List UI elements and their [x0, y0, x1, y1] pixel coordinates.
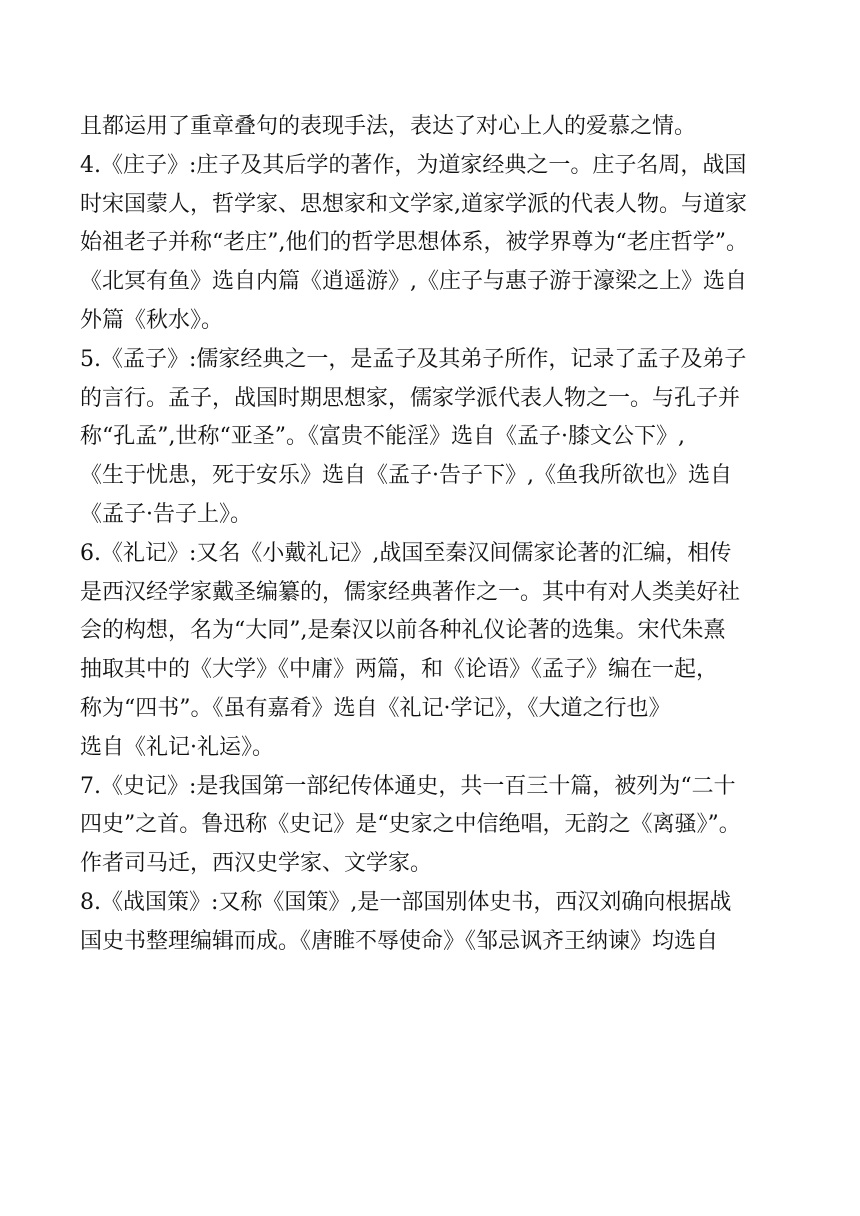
text-line: 8.《战国策》:又称《国策》,是一部国别体史书，西汉刘确向根据战 — [80, 889, 732, 915]
text-line: 《生于忧患，死于安乐》选自《孟子·告子下》,《鱼我所欲也》选自 — [80, 463, 732, 489]
text-line: 《北冥有鱼》选自内篇《逍遥游》,《庄子与惠子游于濠梁之上》选自 — [80, 269, 747, 295]
text-line: 时宋国蒙人，哲学家、思想家和文学家,道家学派的代表人物。与道家 — [80, 191, 747, 217]
text-line: 四史”之首。鲁迅称《史记》是“史家之中信绝唱，无韵之《离骚》”。 — [80, 812, 741, 838]
text-line: 的言行。孟子，战国时期思想家，儒家学派代表人物之一。与孔子并 — [80, 385, 741, 411]
document-page — [80, 108, 786, 962]
text-line: 抽取其中的《大学》《中庸》两篇，和《论语》《孟子》编在一起， — [80, 657, 719, 683]
text-line: 会的构想，名为“大同”,是秦汉以前各种礼仪论著的选集。宋代朱熹 — [80, 618, 726, 644]
text-line: 国史书整理编辑而成。《唐睢不辱使命》《邹忌讽齐王纳谏》均选自 — [80, 928, 719, 954]
text-line: 称“孔孟”,世称“亚圣”。《富贵不能淫》选自《孟子·膝文公下》, — [80, 424, 685, 450]
text-line: 7.《史记》:是我国第一部纪传体通史，共一百三十篇，被列为“二十 — [80, 773, 736, 799]
text-line: 5.《孟子》:儒家经典之一，是孟子及其弟子所作，记录了孟子及弟子 — [80, 346, 747, 372]
text-line: 4.《庄子》:庄子及其后学的著作，为道家经典之一。庄子名周，战国 — [80, 152, 747, 178]
text-line: 外篇《秋水》。 — [80, 307, 224, 333]
text-line: 始祖老子并称“老庄”,他们的哲学思想体系，被学界尊为“老庄哲学”。 — [80, 230, 748, 256]
text-line: 作者司马迁，西汉史学家、文学家。 — [80, 851, 433, 877]
text-line: 《孟子·告子上》。 — [80, 501, 252, 527]
text-line: 6.《礼记》:又名《小戴礼记》,战国至秦汉间儒家论著的汇编，相传 — [80, 540, 732, 566]
text-line: 选自《礼记·礼运》。 — [80, 734, 274, 760]
text-line: 且都运用了重章叠句的表现手法，表达了对心上人的爱慕之情。 — [80, 114, 697, 139]
text-line: 称为“四书”。《虽有嘉肴》选自《礼记·学记》，《大道之行也》 — [80, 695, 671, 721]
text-line: 是西汉经学家戴圣编纂的，儒家经典著作之一。其中有对人类美好社 — [80, 579, 741, 605]
